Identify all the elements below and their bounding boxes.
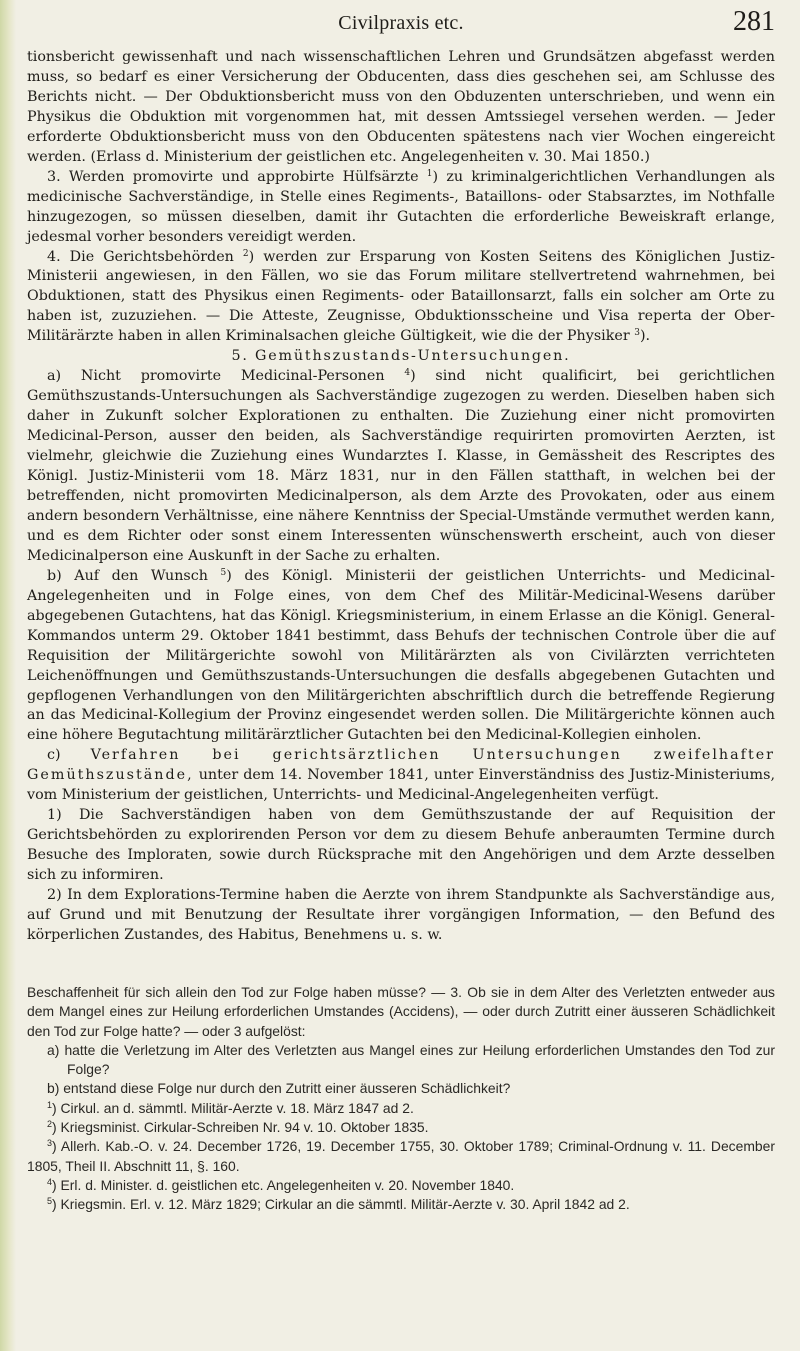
page-number: 281 — [733, 6, 775, 37]
footnote-mark-3: 3 — [47, 1138, 53, 1149]
running-title: Civilpraxis etc. — [338, 12, 464, 34]
footnote-continuation: Beschaffenheit für sich allein den Tod zur Folge haben müsse? — 3. Ob sie in dem Alter des Verletzten entweder aus dem Mangel eines zur Heilung erforderlichen Umstandes (Accidens), — oder durch Zutritt einer äusseren Schädlichkeit den Tod zur Folge hatte? — oder 3 aufgelöst: — [27, 984, 775, 1039]
footnote-2-text: ) Kriegsminist. Cirkular-Schreiben Nr. 94 v. 10. Oktober 1835. — [52, 1119, 429, 1136]
paragraph-3-text-cont: ) zu kriminalgerichtlichen Verhandlungen als medicinische Sachverständige, in Stelle eines Regiments-, Bataillons- oder Stabsarztes, im Nothfalle hinzugezogen, so müssen dieselben, damit ihr Gutachten die erforderliche Beweiskraft erlange, jedesmal vorher besonders vereidigt werden. — [27, 168, 775, 245]
paragraph-4-text-cont: ) werden zur Ersparung von Kosten Seitens des Königlichen Justiz-Ministerii angewiesen, in den Fällen, wo sie das Forum militare stellvertretend wahrnehmen, bei Obduktionen, statt des Physikus einen Regiments- oder Bataillonsarzt, falls ein solcher am Orte zu haben ist, zuzuziehen. — Die Atteste, Zeugnisse, Obduktionsscheine und Visa reperta der Ober-Militärärzte haben in allen Kriminalsachen gleiche Gültigkeit, wie die der Physiker — [27, 248, 775, 345]
paragraph-c-label: c) — [47, 747, 91, 764]
paragraph-1: 1) Die Sachverständigen haben von dem Gemüthszustande der auf Requisition der Gerichtsbehörden zu explorirenden Person vor dem zu diesem Behufe anberaumten Termine durch Besuche des Imploraten, sowie durch Rücksprache mit den Angehörigen und dem Arzte desselben sich zu informiren. — [27, 807, 775, 884]
footnote-ref-3: 3 — [634, 328, 640, 339]
main-text — [27, 48, 775, 946]
paragraph-3 — [27, 168, 775, 248]
page-edge-shadow — [0, 0, 16, 1351]
paragraph-2: 2) In dem Explorations-Termine haben die Aerzte von ihrem Standpunkte als Sachverständige aus, auf Grund und mit Benutzung der Resultate ihrer vorgängigen Information, — den Befund des körperlichen Zustandes, des Habitus, Benehmens u. s. w. — [27, 887, 775, 943]
footnotes — [27, 983, 775, 1215]
footnote-1-text: ) Cirkul. an d. sämmtl. Militär-Aerzte v. 18. März 1847 ad 2. — [52, 1099, 414, 1116]
footnote-mark-1: 1 — [47, 1099, 53, 1110]
paragraph-continuation: tionsbericht gewissenhaft und nach wissenschaftlichen Lehren und Grundsätzen abgefasst werden muss, so bedarf es einer Versicherung der Obducenten, dass dies geschehen sei, am Schlusse des Berichts nicht. — Der Obduktionsbericht muss von den Obduzenten unterschrieben, und wenn ein Physikus die Obduktion mit vorgenommen hat, mit dessen Amtssiegel versehen werden. — Jeder erforderte Obduktionsbericht muss von den Obducenten spätestens nach vier Wochen eingereicht werden. (Erlass d. Ministerium der geistlichen etc. Angelegenheiten v. 30. Mai 1850.) — [27, 49, 775, 165]
footnote-4 — [27, 1176, 775, 1195]
paragraph-b-text-cont: ) des Königl. Ministerii der geistlichen Unterrichts- und Medicinal-Angelegenheiten und in Folge eines, von dem Chef des Militär-Medicinal-Wesens darüber abgegebenen Gutachtens, hat das Königl. Kriegsministerium, in einem Erlasse an die Königl. General-Kommandos unterm 29. Oktober 1841 bestimmt, dass Behufs der technischen Controle über die auf Requisition der Militärgerichte sowohl von Militärärzten als von Civilärzten verrichteten Leichenöffnungen und Gemüthszustands-Untersuchungen die desfalls abgegebenen Gutachten und gepflogenen Verhandlungen von den Militärgerichten abschriftlich durch die betreffende Regierung an das Medicinal-Kollegium der Provinz eingesendet werden sollen. Die Militärgerichte können auch eine höhere Begutachtung militärärztlicher Gutachten bei den Medicinal-Kollegien einholen. — [27, 567, 776, 744]
footnote-ref-2: 2 — [242, 248, 249, 259]
paragraph-b-text: b) Auf den Wunsch — [47, 567, 208, 584]
paragraph-a-text-cont: ) sind nicht qualificirt, bei gerichtlichen Gemüthszustands-Untersuchungen als Sachverständige zugezogen zu werden. Dieselben haben sich daher in Zukunft solcher Explorationen zu enthalten. Die Zuziehung einer nicht promovirten Medicinal-Person, ausser den beiden, als Sachverständige requirirten promovirten Aerzten, ist vielmehr, gleichwie die Zuziehung eines Wundarztes I. Klasse, in Gemässheit des Rescriptes des Königl. Justiz-Ministerii vom 18. März 1831, nur in den Fällen statthaft, in welchen bei der betreffenden, nicht promovirten Medicinalperson, als dem Arzte des Provokaten, oder aus einem andern besondern Verhältnisse, eine nähere Kenntniss der Special-Umstände vermuthet werden kann, und es dem Richter oder sonst einem Interessenten wünschenswerth erscheint, auch von dieser Medicinalperson eine Auskunft in der Sache zu erhalten. — [27, 368, 776, 564]
footnote-mark-4: 4 — [47, 1176, 53, 1187]
paragraph-3-text: 3. Werden promovirte und approbirte Hülfsärzte — [47, 168, 419, 185]
paragraph-c-spaced-title: Verfahren bei gerichtsärztlichen Untersuchungen zweifelhafter Gemüthszustände, — [27, 747, 775, 784]
footnote-ref-5: 5 — [220, 567, 227, 578]
paragraph-4-text-end: ). — [639, 328, 651, 345]
footnote-3 — [27, 1137, 775, 1176]
paragraph-c — [27, 746, 775, 806]
footnote-mark-2: 2 — [47, 1119, 53, 1130]
footnote-4-text: ) Erl. d. Minister. d. geistlichen etc. Angelegenheiten v. 20. November 1840. — [52, 1176, 515, 1193]
paragraph-4 — [27, 248, 775, 348]
footnote-question-a: a) hatte die Verletzung im Alter des Verletzten aus Mangel eines zur Heilung erforderlichen Umstandes den Tod zur Folge? — [47, 1041, 775, 1078]
footnote-ref-4: 4 — [404, 368, 411, 379]
paragraph-c-text: unter dem 14. November 1841, unter Einverständniss des Justiz-Ministeriums, vom Ministerium der geistlichen, Unterrichts- und Medicinal-Angelegenheiten verfügt. — [27, 767, 775, 804]
paragraph-b — [27, 567, 775, 747]
paragraph-4-text: 4. Die Gerichtsbehörden — [47, 248, 234, 265]
paragraph-a — [27, 367, 775, 567]
footnote-3-text: ) Allerh. Kab.-O. v. 24. December 1726, 19. December 1755, 30. Oktober 1789; Criminal-Ordnung v. 11. December 1805, Theil II. Abschnitt 11, §. 160. — [27, 1138, 775, 1174]
footnote-question-b: b) entstand diese Folge nur durch den Zutritt einer äusseren Schädlichkeit? — [47, 1080, 511, 1097]
footnote-ref-1: 1 — [426, 168, 433, 179]
page-header — [27, 6, 775, 46]
footnote-1 — [27, 1099, 775, 1118]
footnote-mark-5: 5 — [47, 1196, 53, 1207]
paragraph-a-text: a) Nicht promovirte Medicinal-Personen — [47, 368, 385, 385]
section-heading-5: 5. Gemüthszustands-Untersuchungen. — [231, 348, 571, 365]
footnote-5 — [27, 1195, 775, 1214]
footnote-5-text: ) Kriegsmin. Erl. v. 12. März 1829; Cirkular an die sämmtl. Militär-Aerzte v. 30. April 1842 ad 2. — [52, 1196, 630, 1213]
footnote-2 — [27, 1118, 775, 1137]
